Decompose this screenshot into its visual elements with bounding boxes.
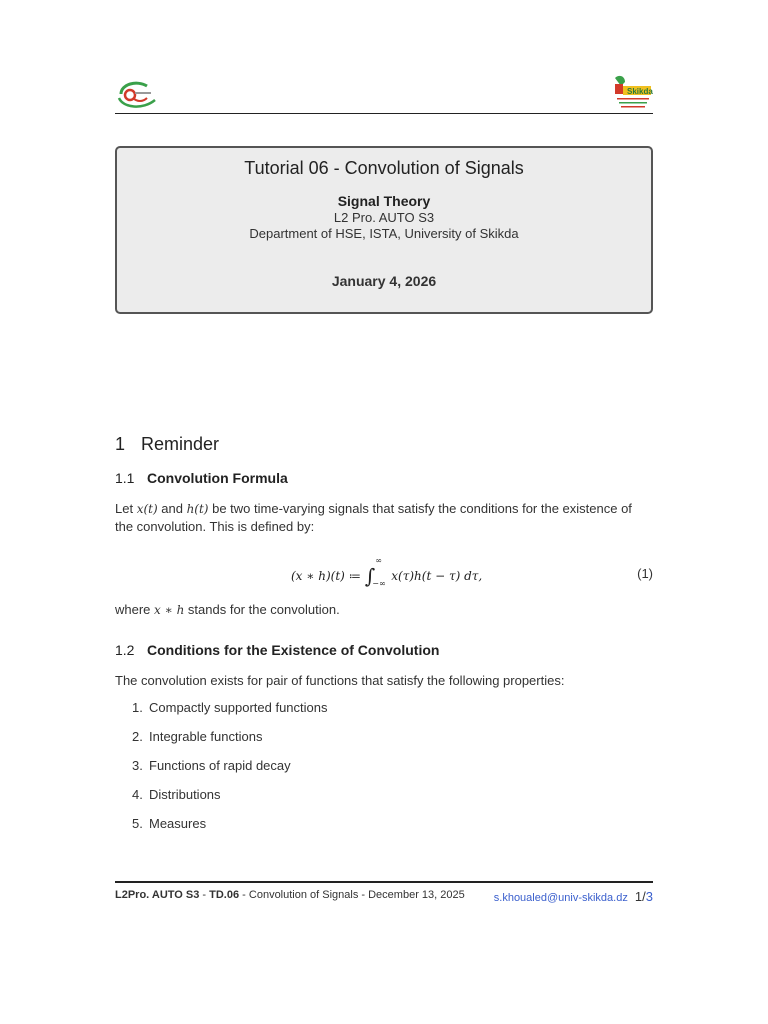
list-text: Integrable functions: [149, 729, 263, 744]
upper-limit: ∞: [375, 556, 382, 565]
footer-td: TD.06: [209, 889, 240, 901]
section-heading: [115, 434, 219, 455]
equation-body: [291, 556, 483, 588]
footer-right: [494, 889, 653, 904]
list-item: [132, 787, 652, 816]
course-level: L2 Pro. AUTO S3: [333, 210, 435, 225]
email-link[interactable]: s.khoualed@univ-skikda.dz: [493, 892, 628, 904]
list-item: [132, 816, 652, 845]
text-run: Let: [115, 501, 137, 516]
conditions-list: [132, 700, 652, 845]
university-skikda-logo-icon: [613, 74, 653, 112]
list-item: [132, 729, 652, 758]
list-number: 2.: [132, 729, 143, 744]
ista-logo-icon: [115, 78, 159, 110]
text-run: where: [115, 602, 155, 617]
page-number: [635, 889, 653, 904]
lower-limit: −∞: [372, 579, 386, 588]
list-number: 1.: [132, 700, 143, 715]
document-title: Tutorial 06 - Convolution of Signals: [244, 158, 524, 178]
page-header: [115, 72, 653, 114]
footer-course: L2Pro. AUTO S3: [115, 889, 200, 901]
math-x-star-h: x ∗ h: [154, 603, 185, 617]
text-run: be two time-varying signals that satisfy the conditions for the existence of the convolution. This is defined by:: [115, 501, 632, 534]
subsection-number: 1.1: [115, 470, 135, 486]
course-name: Signal Theory: [337, 193, 431, 209]
section-title: Reminder: [141, 434, 220, 454]
equation-lhs: (x ∗ h)(t) ≔: [291, 569, 365, 583]
integral-limits: [372, 556, 391, 588]
footer-course-info: [115, 889, 465, 901]
list-text: Measures: [149, 816, 207, 831]
subsection-number: 1.2: [115, 642, 135, 658]
text-run: and: [157, 501, 187, 516]
math-x-t: x(t): [136, 502, 158, 516]
paragraph-where: [115, 601, 653, 619]
math-h-t: h(t): [186, 502, 209, 516]
footer-rule: [115, 881, 653, 883]
convolution-equation: [115, 556, 653, 590]
list-number: 5.: [132, 816, 143, 831]
equation-number: (1): [637, 566, 653, 581]
paragraph-intro: The convolution exists for pair of functions that satisfy the following properties:: [115, 673, 565, 688]
list-item: [132, 758, 652, 787]
equation-integrand: x(τ)h(t − τ) dτ,: [391, 569, 483, 583]
text-run: stands for the convolution.: [184, 602, 340, 617]
subsection-title: Conditions for the Existence of Convolution: [147, 642, 440, 658]
page-total-link[interactable]: 3: [645, 889, 653, 904]
integral-sign: ∫: [364, 564, 376, 588]
footer-separator: -: [199, 889, 210, 901]
subsection-heading: [115, 642, 439, 658]
list-text: Compactly supported functions: [149, 700, 328, 715]
section-number: 1: [115, 434, 126, 454]
list-number: 4.: [132, 787, 143, 802]
subsection-heading: [115, 470, 288, 486]
paragraph-definition: [115, 500, 653, 536]
list-item: [132, 700, 652, 729]
document-date: January 4, 2026: [331, 273, 437, 289]
title-box: [115, 146, 653, 314]
list-number: 3.: [132, 758, 143, 773]
footer-description: - Convolution of Signals - December 13, 2025: [239, 889, 465, 901]
page-separator: /: [642, 889, 646, 904]
header-rule: [115, 113, 653, 114]
department: Department of HSE, ISTA, University of Skikda: [249, 226, 519, 241]
list-text: Distributions: [149, 787, 221, 802]
list-text: Functions of rapid decay: [149, 758, 291, 773]
skikda-logo-text: Skikda: [627, 87, 653, 96]
page-current: 1: [634, 889, 643, 904]
subsection-title: Convolution Formula: [147, 470, 288, 486]
